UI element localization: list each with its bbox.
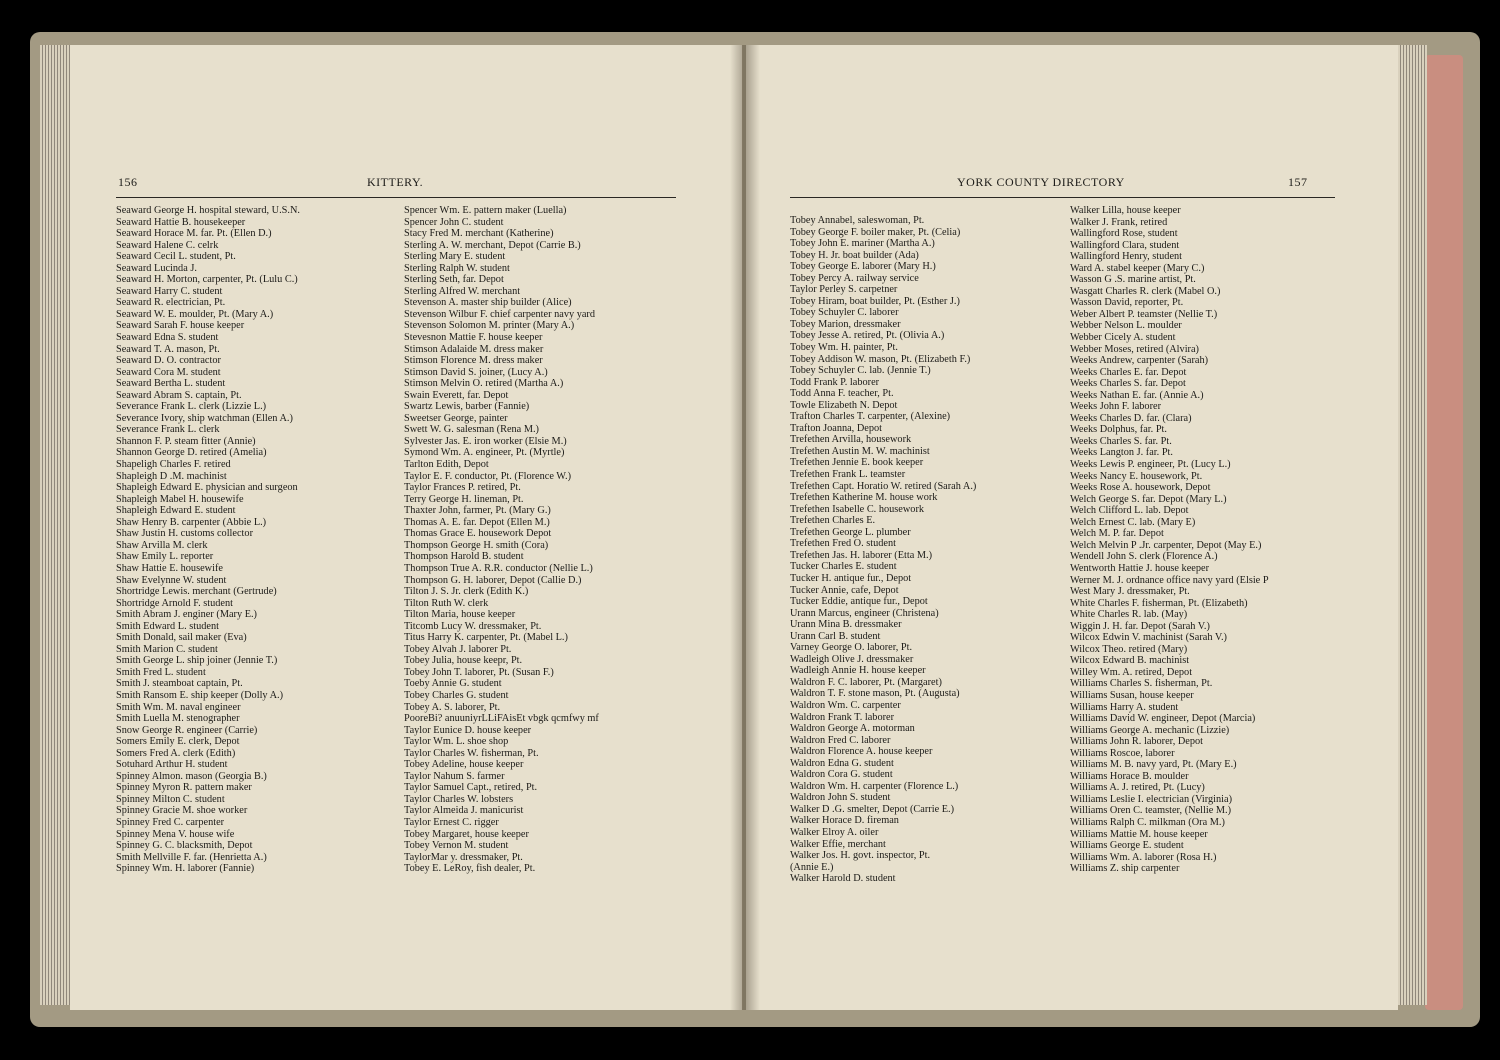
directory-entry: Tobey George E. laborer (Mary H.) bbox=[790, 261, 936, 273]
directory-entry: Terry George H. lineman, Pt. bbox=[404, 493, 524, 505]
directory-entry: Trefethen George L. plumber bbox=[790, 526, 911, 538]
directory-entry: Wallingford Henry, student bbox=[1070, 251, 1183, 263]
directory-entry: Trefethen Capt. Horatio W. retired (Sarah A.) bbox=[790, 480, 977, 492]
directory-entry: Williams John R. laborer, Depot bbox=[1070, 736, 1204, 748]
directory-entry: Shortridge Arnold F. student bbox=[116, 597, 234, 609]
directory-entry: Taylor Almeida J. manicurist bbox=[404, 805, 524, 817]
directory-entry: Smith J. steamboat captain, Pt. bbox=[116, 678, 243, 690]
directory-entry: Trefethen Jas. H. laborer (Etta M.) bbox=[790, 549, 933, 561]
directory-entry: Tobey Alvah J. laborer Pt. bbox=[404, 643, 512, 655]
directory-entry: Stevenson Solomon M. printer (Mary A.) bbox=[404, 320, 575, 332]
directory-entry: Trefethen Isabelle C. housework bbox=[790, 503, 925, 515]
directory-entry: Walker Harold D. student bbox=[790, 873, 896, 885]
directory-entry: Weeks Dolphus, far. Pt. bbox=[1070, 424, 1167, 436]
directory-entry: Seaward D. O. contractor bbox=[116, 355, 221, 367]
directory-entry: Waldron Wm. H. carpenter (Florence L.) bbox=[790, 780, 959, 792]
directory-entry: Tobey Margaret, house keeper bbox=[404, 828, 529, 840]
directory-entry: Waldron Edna G. student bbox=[790, 757, 894, 769]
directory-entry: Wallingford Clara, student bbox=[1070, 239, 1180, 251]
directory-entry: Thompson Harold B. student bbox=[404, 551, 524, 563]
directory-entry: Varney George O. laborer, Pt. bbox=[790, 642, 913, 654]
directory-entry: Walker J. Frank, retired bbox=[1070, 216, 1168, 228]
directory-entry: Wendell John S. clerk (Florence A.) bbox=[1070, 551, 1218, 563]
directory-entry: Sterling Ralph W. student bbox=[404, 262, 510, 274]
directory-entry: Stimson Adalaide M. dress maker bbox=[404, 343, 544, 355]
directory-entry: Taylor Eunice D. house keeper bbox=[404, 724, 532, 736]
directory-entry: Seaward H. Morton, carpenter, Pt. (Lulu C.) bbox=[116, 274, 298, 286]
directory-entry: Welch Ernest C. lab. (Mary E) bbox=[1070, 516, 1196, 528]
directory-entry: Taylor Samuel Capt., retired, Pt. bbox=[404, 782, 538, 794]
directory-entry: Tobey Adeline, house keeper bbox=[404, 759, 524, 771]
directory-entry: Seaward Edna S. student bbox=[116, 332, 219, 344]
directory-entry: Thompson True A. R.R. conductor (Nellie L.) bbox=[404, 562, 593, 574]
directory-entry: Trafton Charles T. carpenter, (Alexine) bbox=[790, 411, 951, 423]
directory-entry: Spinney Myron R. pattern maker bbox=[116, 782, 252, 794]
directory-entry: Trefethen Jennie E. book keeper bbox=[790, 457, 924, 469]
directory-entry: Tobey Julia, house keepr, Pt. bbox=[404, 655, 523, 667]
directory-entry: Stacy Fred M. merchant (Katherine) bbox=[404, 228, 554, 240]
directory-entry: Williams Oren C. teamster, (Nellie M.) bbox=[1070, 805, 1232, 817]
directory-entry: Walker D .G. smelter, Depot (Carrie E.) bbox=[790, 803, 955, 815]
directory-entry: Seaward Halene C. celrk bbox=[116, 239, 219, 251]
directory-entry: Walker Horace D. fireman bbox=[790, 815, 899, 827]
directory-entry: Tobey A. S. laborer, Pt. bbox=[404, 701, 501, 713]
right-column-2 bbox=[1070, 205, 1269, 875]
directory-entry: Sterling Seth, far. Depot bbox=[404, 274, 504, 286]
directory-entry: Welch Melvin P .Jr. carpenter, Depot (May E.) bbox=[1070, 539, 1262, 551]
directory-entry: Seaward Sarah F. house keeper bbox=[116, 320, 245, 332]
directory-entry: Smith Donald, sail maker (Eva) bbox=[116, 632, 247, 644]
left-column-1 bbox=[116, 205, 300, 875]
directory-entry: Toeby Annie G. student bbox=[404, 678, 502, 690]
directory-entry: Titus Harry K. carpenter, Pt. (Mabel L.) bbox=[404, 632, 568, 644]
directory-entry: Shannon George D. retired (Amelia) bbox=[116, 447, 267, 459]
directory-entry: Tucker Charles E. student bbox=[790, 561, 897, 573]
left-page bbox=[70, 45, 742, 1010]
directory-entry: Willey Wm. A. retired, Depot bbox=[1070, 666, 1193, 678]
directory-entry: Shapeligh Charles F. retired bbox=[116, 459, 231, 471]
directory-entry: Weber Albert P. teamster (Nellie T.) bbox=[1070, 308, 1218, 320]
directory-entry: Todd Frank P. laborer bbox=[790, 376, 880, 388]
directory-entry: Tobey Schuyler C. laborer bbox=[790, 307, 899, 319]
directory-entry: Severance Ivory, ship watchman (Ellen A.) bbox=[116, 412, 293, 424]
directory-entry: Taylor Nahum S. farmer bbox=[404, 770, 505, 782]
directory-entry: Urann Carl B. student bbox=[790, 630, 881, 642]
right-running-head: YORK COUNTY DIRECTORY bbox=[957, 175, 1125, 189]
directory-entry: Shapleigh Edward E. physician and surgeon bbox=[116, 482, 298, 494]
directory-entry: Smith Abram J. enginer (Mary E.) bbox=[116, 609, 257, 621]
directory-entry: Tobey Charles G. student bbox=[404, 689, 509, 701]
directory-entry: Stimson Melvin O. retired (Martha A.) bbox=[404, 378, 564, 390]
directory-entry: Williams Charles S. fisherman, Pt. bbox=[1070, 678, 1213, 690]
directory-entry: Waldron Frank T. laborer bbox=[790, 711, 895, 723]
left-header-rule bbox=[116, 197, 676, 198]
directory-entry: Smith Ransom E. ship keeper (Dolly A.) bbox=[116, 689, 284, 701]
directory-entry: Stevenson A. master ship builder (Alice) bbox=[404, 297, 572, 309]
directory-entry: Severance Frank L. clerk bbox=[116, 424, 220, 436]
directory-entry: Wiggin J. H. far. Depot (Sarah V.) bbox=[1070, 620, 1210, 632]
right-header-rule bbox=[790, 197, 1335, 198]
directory-entry: Walker Lilla, house keeper bbox=[1070, 205, 1181, 216]
directory-entry: Wilcox Edwin V. machinist (Sarah V.) bbox=[1070, 632, 1227, 644]
directory-entry: Seaward Hattie B. housekeeper bbox=[116, 216, 246, 228]
directory-entry: Smith Wm. M. naval engineer bbox=[116, 701, 241, 713]
directory-entry: Seaward Cecil L. student, Pt. bbox=[116, 251, 236, 263]
directory-entry: Welch Clifford L. lab. Depot bbox=[1070, 505, 1189, 517]
directory-entry: Shaw Justin H. customs collector bbox=[116, 528, 253, 540]
directory-entry: Taylor Perley S. carpetner bbox=[790, 284, 898, 296]
directory-entry: Williams Mattie M. house keeper bbox=[1070, 828, 1208, 840]
directory-entry: Smith Fred L. student bbox=[116, 666, 206, 678]
directory-entry: Williams Leslie I. electrician (Virginia) bbox=[1070, 793, 1233, 805]
directory-entry: Titcomb Lucy W. dressmaker, Pt. bbox=[404, 620, 542, 632]
directory-entry: Weeks John F. laborer bbox=[1070, 401, 1161, 413]
directory-entry: White Charles R. lab. (May) bbox=[1070, 609, 1188, 621]
directory-entry: Tobey John E. mariner (Martha A.) bbox=[790, 238, 935, 250]
directory-entry: Wilcox Edward B. machinist bbox=[1070, 655, 1190, 667]
directory-entry: Wasson David, reporter, Pt. bbox=[1070, 297, 1184, 309]
directory-entry: Urann Mina B. dressmaker bbox=[790, 619, 902, 631]
directory-entry: Seaward Cora M. student bbox=[116, 366, 221, 378]
directory-entry: Williams Susan, house keeper bbox=[1070, 689, 1194, 701]
directory-entry: Seaward Harry C. student bbox=[116, 285, 223, 297]
directory-entry: Tobey Hiram, boat builder, Pt. (Esther J.) bbox=[790, 295, 960, 307]
directory-entry: Spinney Wm. H. laborer (Fannie) bbox=[116, 863, 255, 875]
directory-entry: Tobey H. Jr. boat builder (Ada) bbox=[790, 249, 919, 261]
directory-entry: Sterling Alfred W. merchant bbox=[404, 285, 521, 297]
directory-entry: Swett W. G. salesman (Rena M.) bbox=[404, 424, 539, 436]
left-page-number: 156 bbox=[118, 175, 138, 189]
directory-entry: Spencer Wm. E. pattern maker (Luella) bbox=[404, 205, 567, 216]
directory-entry: Sotuhard Arthur H. student bbox=[116, 759, 228, 771]
directory-entry: Tucker H. antique fur., Depot bbox=[790, 572, 912, 584]
directory-entry: Sterling Mary E. student bbox=[404, 251, 506, 263]
directory-entry: Tucker Eddie, antique fur., Depot bbox=[790, 596, 928, 608]
directory-entry: Taylor Charles W. lobsters bbox=[404, 793, 514, 805]
directory-entry: Shaw Evelynne W. student bbox=[116, 574, 227, 586]
directory-entry: Somers Emily E. clerk, Depot bbox=[116, 736, 240, 748]
directory-entry: Williams M. B. navy yard, Pt. (Mary E.) bbox=[1070, 759, 1237, 771]
directory-entry: Taylor Charles W. fisherman, Pt. bbox=[404, 747, 539, 759]
directory-entry: TaylorMar y. dressmaker, Pt. bbox=[404, 851, 523, 863]
directory-entry: Webber Nelson L. moulder bbox=[1070, 320, 1182, 332]
directory-entry: Williams Wm. A. laborer (Rosa H.) bbox=[1070, 851, 1217, 863]
directory-entry: Waldron George A. motorman bbox=[790, 723, 915, 735]
directory-entry: Weeks Charles S. far. Depot bbox=[1070, 378, 1186, 390]
directory-entry: Seaward R. electrician, Pt. bbox=[116, 297, 226, 309]
directory-entry: Williams Ralph C. milkman (Ora M.) bbox=[1070, 816, 1225, 828]
directory-entry: Spinney Gracie M. shoe worker bbox=[116, 805, 248, 817]
directory-entry: Wallingford Rose, student bbox=[1070, 228, 1178, 240]
directory-entry: Shortridge Lewis. merchant (Gertrude) bbox=[116, 586, 277, 598]
directory-entry: Thompson George H. smith (Cora) bbox=[404, 539, 549, 551]
directory-entry: Smith George L. ship joiner (Jennie T.) bbox=[116, 655, 278, 667]
directory-entry: Williams Harry A. student bbox=[1070, 701, 1179, 713]
directory-entry: Weeks Charles D. far. (Clara) bbox=[1070, 412, 1192, 424]
directory-entry: Trefethen Arvilla, housework bbox=[790, 434, 912, 446]
directory-entry: Severance Frank L. clerk (Lizzie L.) bbox=[116, 401, 267, 413]
directory-entry: Seaward George H. hospital steward, U.S.N. bbox=[116, 205, 300, 216]
directory-entry: Waldron T. F. stone mason, Pt. (Augusta) bbox=[790, 688, 960, 700]
directory-entry: Waldron F. C. laborer, Pt. (Margaret) bbox=[790, 676, 942, 688]
directory-entry: Tarlton Edith, Depot bbox=[404, 459, 489, 471]
directory-entry: Thomas A. E. far. Depot (Ellen M.) bbox=[404, 516, 550, 528]
directory-entry: Weeks Nancy E. housework, Pt. bbox=[1070, 470, 1203, 482]
directory-entry: Weeks Rose A. housework, Depot bbox=[1070, 482, 1211, 494]
directory-entry: Taylor Frances P. retired, Pt. bbox=[404, 482, 521, 494]
directory-entry: Shaw Henry B. carpenter (Abbie L.) bbox=[116, 516, 267, 528]
directory-entry: Walker Effie, merchant bbox=[790, 838, 886, 850]
directory-entry: Shapleigh Mabel H. housewife bbox=[116, 493, 244, 505]
directory-entry: Weeks Charles S. far. Pt. bbox=[1070, 435, 1172, 447]
directory-entry: Williams Roscoe, laborer bbox=[1070, 747, 1175, 759]
directory-entry: Urann Marcus, engineer (Christena) bbox=[790, 607, 939, 619]
directory-entry: Shaw Emily L. reporter bbox=[116, 551, 214, 563]
directory-entry: PooreBi? anuuniyrLLiFAisEt vbgk qcmfwy mf bbox=[404, 713, 599, 725]
directory-entry: Trefethen Frank L. teamster bbox=[790, 469, 906, 481]
directory-entry: Trafton Joanna, Depot bbox=[790, 422, 882, 434]
directory-entry: White Charles F. fisherman, Pt. (Elizabeth) bbox=[1070, 597, 1248, 609]
directory-entry: Weeks Charles E. far. Depot bbox=[1070, 366, 1187, 378]
directory-entry: Towle Elizabeth N. Depot bbox=[790, 399, 898, 411]
directory-entry: Spinney Fred C. carpenter bbox=[116, 816, 225, 828]
directory-entry: Waldron John S. student bbox=[790, 792, 891, 804]
directory-entry: (Annie E.) bbox=[790, 861, 834, 873]
directory-entry: Waldron Wm. C. carpenter bbox=[790, 699, 901, 711]
directory-entry: Tucker Annie, cafe, Depot bbox=[790, 584, 899, 596]
directory-entry: Tobey E. LeRoy, fish dealer, Pt. bbox=[404, 863, 536, 875]
directory-entry: Tobey Jesse A. retired, Pt. (Olivia A.) bbox=[790, 330, 945, 342]
book-gutter bbox=[730, 45, 760, 1010]
directory-entry: Ward A. stabel keeper (Mary C.) bbox=[1070, 262, 1205, 274]
directory-entry: Tobey Marion, dressmaker bbox=[790, 318, 901, 330]
directory-entry: Spencer John C. student bbox=[404, 216, 504, 228]
directory-entry: Weeks Lewis P. engineer, Pt. (Lucy L.) bbox=[1070, 459, 1231, 471]
directory-entry: Williams George E. student bbox=[1070, 840, 1184, 852]
directory-entry: Trefethen Austin M. W. machinist bbox=[790, 445, 930, 457]
directory-entry: Tobey Addison W. mason, Pt. (Elizabeth F.) bbox=[790, 353, 971, 365]
directory-entry: Weeks Andrew, carpenter (Sarah) bbox=[1070, 355, 1209, 367]
directory-entry: Spinney Milton C. student bbox=[116, 793, 225, 805]
directory-entry: Tilton J. S. Jr. clerk (Edith K.) bbox=[404, 586, 529, 598]
directory-entry: Trefethen Fred O. student bbox=[790, 538, 897, 550]
directory-entry: Williams David W. engineer, Depot (Marcia) bbox=[1070, 713, 1256, 725]
directory-entry: Tobey Wm. H. painter, Pt. bbox=[790, 342, 898, 354]
directory-entry: Smith Edward L. student bbox=[116, 620, 219, 632]
directory-entry: Tobey Schuyler C. lab. (Jennie T.) bbox=[790, 365, 931, 377]
directory-entry: Shapleigh D .M. machinist bbox=[116, 470, 227, 482]
directory-entry: Williams Z. ship carpenter bbox=[1070, 863, 1180, 875]
right-page-number: 157 bbox=[1288, 175, 1308, 189]
directory-entry: Spinney Mena V. house wife bbox=[116, 828, 235, 840]
directory-entry: Stimson Florence M. dress maker bbox=[404, 355, 543, 367]
directory-entry: Shapleigh Edward E. student bbox=[116, 505, 236, 517]
directory-entry: Taylor E. F. conductor, Pt. (Florence W.) bbox=[404, 470, 572, 482]
directory-entry: Wadleigh Olive J. dressmaker bbox=[790, 653, 914, 665]
directory-entry: Smith Luella M. stenographer bbox=[116, 713, 240, 725]
directory-entry: Weeks Langton J. far. Pt. bbox=[1070, 447, 1173, 459]
directory-entry: Sterling A. W. merchant, Depot (Carrie B.) bbox=[404, 239, 581, 251]
directory-entry: Smith Marion C. student bbox=[116, 643, 218, 655]
directory-entry: Symond Wm. A. engineer, Pt. (Myrtle) bbox=[404, 447, 565, 459]
directory-entry: Tobey Vernon M. student bbox=[404, 840, 509, 852]
directory-entry: Seaward Abram S. captain, Pt. bbox=[116, 389, 242, 401]
directory-entry: Williams Horace B. moulder bbox=[1070, 770, 1189, 782]
directory-entry: Waldron Fred C. laborer bbox=[790, 734, 891, 746]
directory-entry: Taylor Wm. L. shoe shop bbox=[404, 736, 509, 748]
directory-entry: Seaward Lucinda J. bbox=[116, 262, 197, 274]
directory-entry: Spinney G. C. blacksmith, Depot bbox=[116, 840, 253, 852]
directory-entry: Trefethen Charles E. bbox=[790, 515, 876, 527]
directory-entry: Stevesnon Mattie F. house keeper bbox=[404, 332, 543, 344]
directory-entry: Weeks Nathan E. far. (Annie A.) bbox=[1070, 389, 1204, 401]
directory-entry: Tobey Annabel, saleswoman, Pt. bbox=[790, 215, 925, 226]
directory-entry: Walker Elroy A. oiler bbox=[790, 826, 879, 838]
directory-entry: Wasson G .S. marine artist, Pt. bbox=[1070, 274, 1196, 286]
directory-entry: Wasgatt Charles R. clerk (Mabel O.) bbox=[1070, 285, 1221, 297]
directory-entry: Snow George R. engineer (Carrie) bbox=[116, 724, 258, 736]
directory-entry: Williams George A. mechanic (Lizzie) bbox=[1070, 724, 1230, 736]
directory-entry: Tobey Percy A. railway service bbox=[790, 272, 919, 284]
directory-entry: Shannon F. P. steam fitter (Annie) bbox=[116, 435, 256, 447]
directory-entry: Waldron Florence A. house keeper bbox=[790, 746, 933, 758]
directory-entry: Shaw Hattie E. housewife bbox=[116, 562, 223, 574]
directory-entry: Thompson G. H. laborer, Depot (Callie D.) bbox=[404, 574, 582, 586]
directory-entry: Spinney Almon. mason (Georgia B.) bbox=[116, 770, 267, 782]
directory-entry: Stevenson Wilbur F. chief carpenter navy yard bbox=[404, 308, 596, 320]
directory-entry: Tobey George F. boiler maker, Pt. (Celia) bbox=[790, 226, 961, 238]
page-stack-left bbox=[40, 45, 72, 1005]
directory-entry: Trefethen Katherine M. house work bbox=[790, 492, 938, 504]
directory-entry: Welch M. P. far. Depot bbox=[1070, 528, 1164, 540]
directory-entry: West Mary J. dressmaker, Pt. bbox=[1070, 586, 1190, 598]
directory-entry: Tobey John T. laborer, Pt. (Susan F.) bbox=[404, 666, 554, 678]
directory-entry: Thomas Grace E. housework Depot bbox=[404, 528, 552, 540]
directory-entry: Thaxter John, farmer, Pt. (Mary G.) bbox=[404, 505, 551, 517]
directory-entry: Seaward Horace M. far. Pt. (Ellen D.) bbox=[116, 228, 272, 240]
directory-entry: Waldron Cora G. student bbox=[790, 769, 893, 781]
directory-entry: Seaward T. A. mason, Pt. bbox=[116, 343, 220, 355]
directory-entry: Sweetser George, painter bbox=[404, 412, 508, 424]
directory-entry: Williams A. J. retired, Pt. (Lucy) bbox=[1070, 782, 1205, 794]
directory-entry: Werner M. J. ordnance office navy yard (Elsie P bbox=[1070, 574, 1269, 586]
directory-entry: Seaward W. E. moulder, Pt. (Mary A.) bbox=[116, 308, 274, 320]
directory-entry: Webber Moses, retired (Alvira) bbox=[1070, 343, 1199, 355]
directory-entry: Sylvester Jas. E. iron worker (Elsie M.) bbox=[404, 435, 567, 447]
directory-entry: Wadleigh Annie H. house keeper bbox=[790, 665, 926, 677]
directory-entry: Walker Jos. H. govt. inspector, Pt. bbox=[790, 850, 931, 862]
directory-entry: Todd Anna F. teacher, Pt. bbox=[790, 388, 894, 400]
left-running-head: KITTERY. bbox=[367, 175, 424, 189]
right-page bbox=[746, 45, 1398, 1010]
directory-entry: Swartz Lewis, barber (Fannie) bbox=[404, 401, 530, 413]
directory-entry: Tilton Maria, house keeper bbox=[404, 609, 516, 621]
directory-entry: Wentworth Hattie J. house keeper bbox=[1070, 562, 1209, 574]
directory-entry: Wilcox Theo. retired (Mary) bbox=[1070, 643, 1188, 655]
directory-entry: Taylor Ernest C. rigger bbox=[404, 816, 499, 828]
page-stack-right bbox=[1395, 45, 1427, 1005]
left-column-2 bbox=[404, 205, 599, 875]
directory-entry: Webber Cicely A. student bbox=[1070, 332, 1176, 344]
directory-entry: Stimson David S. joiner, (Lucy A.) bbox=[404, 366, 548, 378]
directory-entry: Somers Fred A. clerk (Edith) bbox=[116, 747, 236, 759]
book-edge-right bbox=[1425, 55, 1463, 1010]
directory-entry: Tilton Ruth W. clerk bbox=[404, 597, 489, 609]
directory-entry: Smith Mellville F. far. (Henrietta A.) bbox=[116, 851, 267, 863]
right-column-1 bbox=[790, 215, 976, 885]
directory-entry: Shaw Arvilla M. clerk bbox=[116, 539, 208, 551]
directory-entry: Seaward Bertha L. student bbox=[116, 378, 226, 390]
directory-entry: Swain Everett, far. Depot bbox=[404, 389, 509, 401]
directory-entry: Welch George S. far. Depot (Mary L.) bbox=[1070, 493, 1227, 505]
